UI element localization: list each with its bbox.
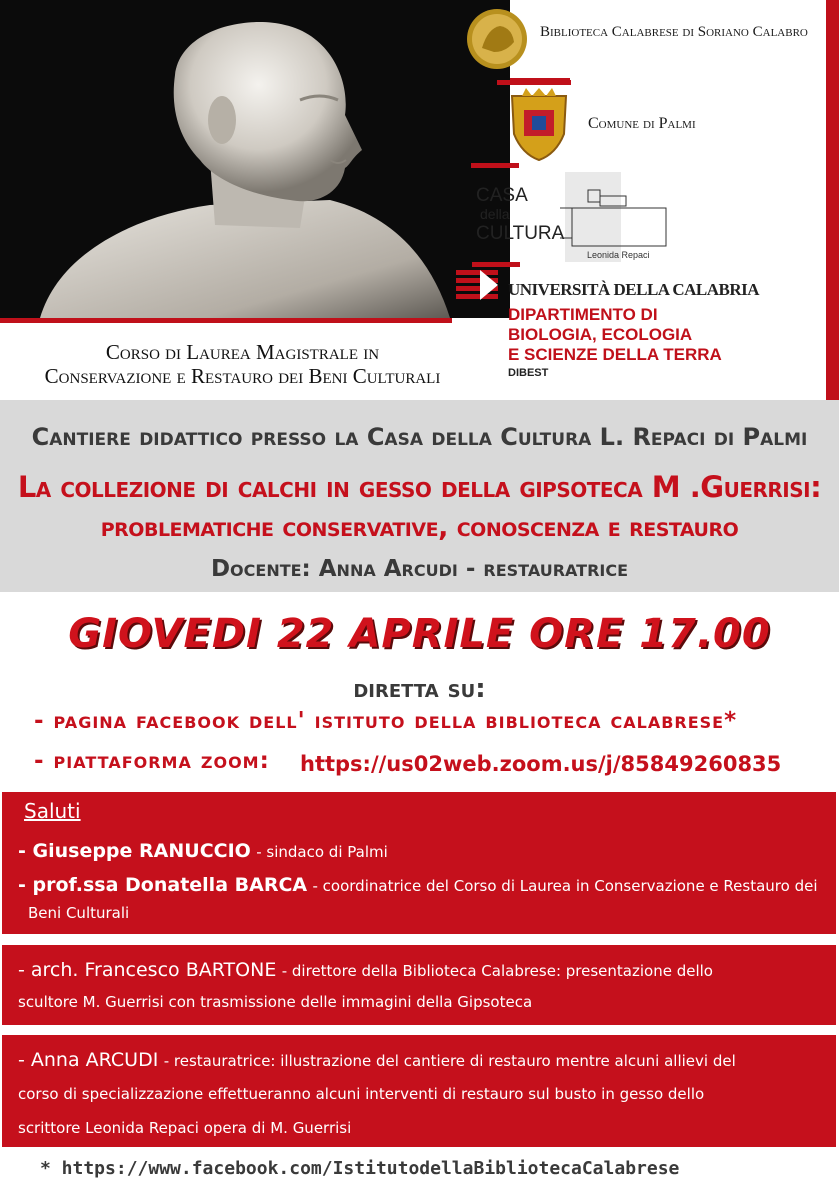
course-line-2: Conservazione e Restauro dei Beni Culturali	[44, 364, 441, 388]
casa-subtitle: Leonida Repaci	[587, 250, 650, 260]
cultura-word: CULTURA	[476, 223, 565, 244]
bartone-line-2: scultore M. Guerrisi con trasmissione delle immagini della Gipsoteca	[18, 993, 533, 1011]
barca-role: - coordinatrice del Corso di Laurea in Conservazione e Restauro dei	[312, 877, 818, 895]
arcudi-line-3: scrittore Leonida Repaci opera di M. Guerrisi	[18, 1119, 352, 1137]
event-title-line-1: La collezione di calchi in gesso della gipsoteca M .Guerrisi:	[17, 470, 822, 504]
comune-name: Comune di Palmi	[588, 115, 696, 132]
greetings-heading: Saluti	[24, 799, 81, 823]
event-teacher: Docente: Anna Arcudi - restauratrice	[210, 556, 629, 582]
arcudi-name: - Anna ARCUDI	[18, 1049, 159, 1071]
casa-logo-text	[476, 186, 564, 243]
casa-logo-lines-icon	[560, 188, 670, 252]
photo-underline	[0, 318, 452, 323]
live-label: diretta su:	[353, 674, 486, 704]
ranuccio-role: - sindaco di Palmi	[256, 843, 388, 861]
bartone-line-1	[18, 959, 713, 982]
greeting-ranuccio	[18, 840, 388, 863]
greeting-barca	[18, 874, 818, 897]
course-line-1: Corso di Laurea Magistrale in	[105, 340, 380, 364]
department-abbr: DIBEST	[508, 367, 549, 379]
barca-name: - prof.ssa Donatella BARCA	[18, 874, 308, 896]
della-word: della	[480, 206, 510, 222]
unical-name: UNIVERSITÀ DELLA CALABRIA	[508, 280, 760, 299]
zoom-meeting-link[interactable]: https://us02web.zoom.us/j/85849260835	[300, 752, 782, 776]
logo-rule	[472, 262, 520, 267]
facebook-footnote-link[interactable]: * https://www.facebook.com/IstitutodellaBibliotecaCalabrese	[40, 1158, 680, 1179]
department-line-2: BIOLOGIA, ECOLOGIA	[508, 325, 693, 344]
bartone-name: - arch. Francesco BARTONE	[18, 959, 277, 981]
arcudi-role: - restauratrice: illustrazione del cantiere di restauro mentre alcuni allievi del	[163, 1052, 736, 1070]
facebook-page-link[interactable]: - pagina facebook dell' istituto della biblioteca calabrese*	[34, 708, 738, 734]
palmi-coat-of-arms-icon	[504, 88, 574, 164]
event-date: GIOVEDI 22 APRILE ORE 17.00	[68, 611, 771, 657]
barca-role-cont: Beni Culturali	[28, 904, 130, 922]
logo-rule	[497, 80, 571, 85]
event-site: Cantiere didattico presso la Casa della Cultura L. Repaci di Palmi	[31, 423, 808, 451]
speaker-bartone-box	[2, 945, 836, 1025]
logo-rule	[471, 163, 519, 168]
event-title-line-2: problematiche conservative, conoscenza e restauro	[100, 512, 739, 543]
library-seal-icon	[466, 8, 528, 70]
arcudi-line-2: corso di specializzazione effettueranno alcuni interventi di restauro sul busto in gesso dello	[18, 1085, 705, 1103]
bust-photo	[0, 0, 510, 318]
arcudi-line-1	[18, 1049, 736, 1072]
right-edge-bar	[826, 0, 839, 400]
department-line-3: E SCIENZE DELLA TERRA	[508, 345, 722, 364]
greetings-box	[2, 792, 836, 934]
speaker-arcudi-box	[2, 1035, 836, 1147]
library-name: Biblioteca Calabrese di Soriano Calabro	[540, 24, 808, 40]
casa-word: CASA	[476, 185, 528, 206]
plaster-bust-image	[0, 0, 510, 318]
unical-logo-icon	[456, 270, 498, 300]
department-line-1: DIPARTIMENTO DI	[508, 305, 658, 324]
bartone-role: - direttore della Biblioteca Calabrese: presentazione dello	[281, 962, 713, 980]
zoom-platform-label: - piattaforma zoom:	[34, 748, 270, 774]
department-name	[508, 305, 722, 365]
ranuccio-name: - Giuseppe RANUCCIO	[18, 840, 251, 862]
